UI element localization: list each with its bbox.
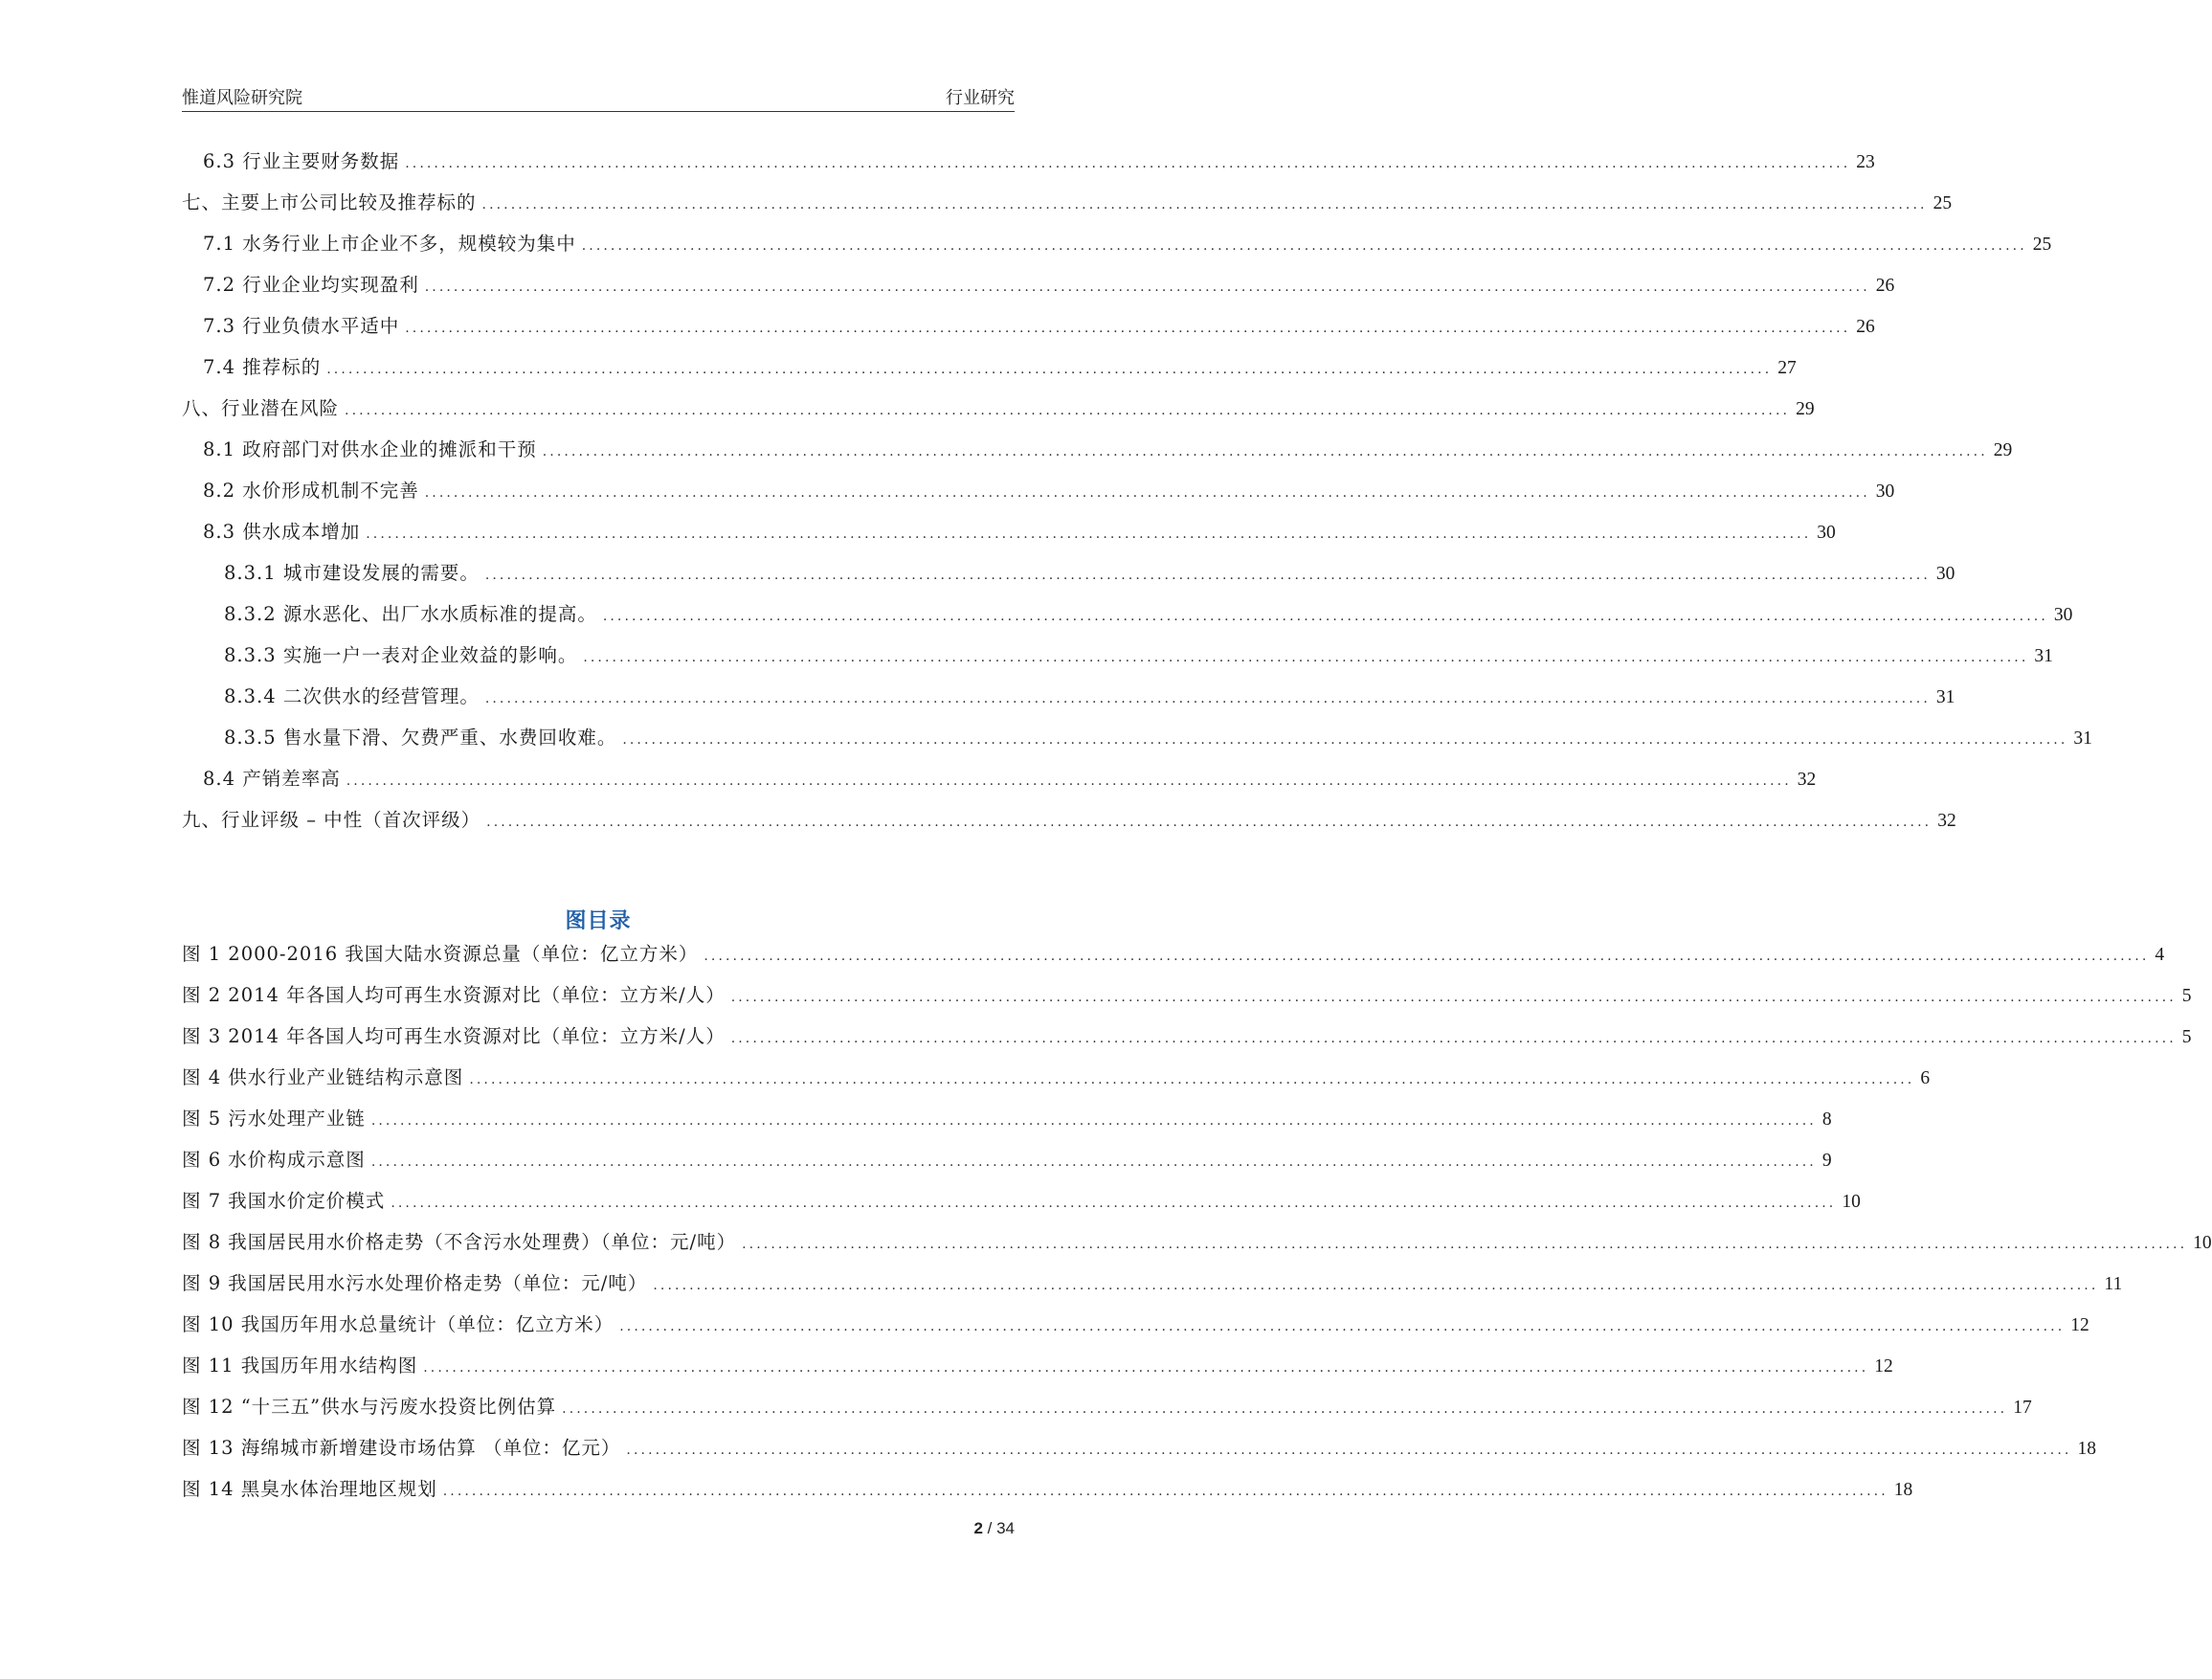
toc-entry[interactable]: [182, 805, 1956, 846]
toc-entry-page: 32: [1797, 770, 1817, 790]
dot-leader: ........................................................................................................................................................................................................: [542, 444, 1988, 459]
toc-entry[interactable]: [182, 435, 2013, 476]
toc-entry-page: 26: [1875, 276, 1895, 296]
toc-entry-page: 30: [2053, 605, 2073, 625]
dot-leader: ........................................................................................................................................................................................................: [424, 280, 1870, 295]
dot-leader: ........................................................................................................................................................................................................: [442, 1484, 1888, 1499]
dot-leader: ........................................................................................................................................................................................................: [484, 691, 1931, 706]
toc-entry-title: 8.3.2 源水恶化、出厂水水质标准的提高。: [224, 603, 597, 625]
figure-entry-title: 图 8 我国居民用水价格走势（不含污水处理费）（单位：元/吨）: [182, 1231, 737, 1253]
figure-entry-title: 图 1 2000-2016 我国大陆水资源总量（单位：亿立方米）: [182, 943, 699, 965]
figure-entry-page: 11: [2104, 1274, 2123, 1294]
dot-leader: ........................................................................................................................................................................................................: [730, 1031, 2177, 1046]
figure-entry-page: 12: [2070, 1315, 2089, 1335]
toc-entry[interactable]: [182, 146, 1875, 188]
toc-entry[interactable]: [182, 352, 1797, 393]
dot-leader: ........................................................................................................................................................................................................: [346, 773, 1792, 789]
figure-entry[interactable]: [182, 1145, 1832, 1186]
toc-entry-title: 8.3.4 二次供水的经营管理。: [224, 685, 480, 707]
dot-leader: ........................................................................................................................................................................................................: [423, 1360, 1869, 1376]
toc-entry-title: 7.4 推荐标的: [203, 356, 322, 378]
dot-leader: ........................................................................................................................................................................................................: [730, 990, 2177, 1005]
figure-entry[interactable]: [182, 980, 2192, 1021]
figure-entry-title: 图 10 我国历年用水总量统计（单位：亿立方米）: [182, 1313, 614, 1335]
dot-leader: ........................................................................................................................................................................................................: [562, 1401, 2008, 1417]
toc-entry-title: 6.3 行业主要财务数据: [203, 150, 400, 172]
figure-entry-page: 18: [2077, 1439, 2096, 1459]
toc-entry-title: 8.3 供水成本增加: [203, 521, 361, 543]
figure-entry[interactable]: [182, 1268, 2123, 1310]
toc-entry-page: 30: [1935, 564, 1955, 584]
toc-entry[interactable]: [182, 311, 1875, 352]
figure-entry-title: 图 5 污水处理产业链: [182, 1108, 366, 1130]
toc-entry[interactable]: [182, 229, 2052, 270]
toc-entry-page: 25: [1933, 193, 1953, 213]
page-number-current: 2: [973, 1519, 983, 1537]
toc-entry-page: 27: [1777, 358, 1797, 378]
figure-entry-page: 18: [1893, 1480, 1913, 1500]
figure-entry-page: 12: [1874, 1356, 1893, 1377]
figure-entry-title: 图 3 2014 年各国人均可再生水资源对比（单位：立方米/人）: [182, 1025, 726, 1047]
page-number-total: 34: [996, 1519, 1015, 1537]
toc-entry-title: 8.3.5 售水量下滑、欠费严重、水费回收难。: [224, 727, 617, 749]
header-org-name: 惟道风险研究院: [182, 88, 302, 108]
dot-leader: ........................................................................................................................................................................................................: [405, 156, 1851, 171]
toc-entry-title: 8.3.1 城市建设发展的需要。: [224, 562, 480, 584]
toc-entry[interactable]: [182, 723, 2092, 764]
dot-leader: ........................................................................................................................................................................................................: [469, 1072, 1915, 1087]
toc-entry[interactable]: [182, 270, 1895, 311]
toc-entry-title: 7.2 行业企业均实现盈利: [203, 274, 419, 296]
figure-entry[interactable]: [182, 1392, 2032, 1433]
figure-entry-page: 10: [2193, 1233, 2212, 1253]
toc-entry-page: 29: [1796, 399, 1815, 419]
figures-list: [182, 939, 2212, 1515]
dot-leader: ........................................................................................................................................................................................................: [366, 526, 1812, 542]
dot-leader: ........................................................................................................................................................................................................: [391, 1196, 1837, 1211]
figure-entry-title: 图 4 供水行业产业链结构示意图: [182, 1066, 464, 1088]
dot-leader: ........................................................................................................................................................................................................: [742, 1237, 2188, 1252]
figure-entry-title: 图 14 黑臭水体治理地区规划: [182, 1478, 437, 1500]
page-number: [973, 1519, 1015, 1538]
toc-entry[interactable]: [182, 558, 1955, 599]
toc-entry-title: 8.3.3 实施一户一表对企业效益的影响。: [224, 644, 578, 666]
figure-entry[interactable]: [182, 1186, 1861, 1227]
dot-leader: ........................................................................................................................................................................................................: [481, 197, 1928, 213]
header-section-name: 行业研究: [946, 88, 1015, 108]
toc-entry[interactable]: [182, 517, 1836, 558]
toc-entry-title: 九、行业评级 – 中性（首次评级）: [182, 809, 481, 831]
toc-entry-page: 31: [2034, 646, 2053, 666]
toc-entry[interactable]: [182, 682, 1955, 723]
figure-entry[interactable]: [182, 1227, 2212, 1268]
figure-entry-page: 9: [1821, 1151, 1832, 1171]
dot-leader: ........................................................................................................................................................................................................: [602, 609, 2048, 624]
dot-leader: ........................................................................................................................................................................................................: [486, 815, 1933, 830]
toc-entry-page: 32: [1937, 811, 1956, 831]
figure-entry-title: 图 11 我国历年用水结构图: [182, 1354, 418, 1377]
toc-entry[interactable]: [182, 764, 1817, 805]
toc-entry-title: 七、主要上市公司比较及推荐标的: [182, 191, 477, 213]
figure-entry-title: 图 12 “十三五”供水与污废水投资比例估算: [182, 1396, 557, 1418]
dot-leader: ........................................................................................................................................................................................................: [370, 1154, 1817, 1170]
figure-entry[interactable]: [182, 1021, 2192, 1063]
figure-entry[interactable]: [182, 1351, 1893, 1392]
toc-entry-page: 31: [2073, 728, 2092, 749]
figure-entry-page: 6: [1920, 1068, 1931, 1088]
toc-entry-title: 8.4 产销差率高: [203, 768, 341, 790]
figures-list-title: 图目录: [565, 908, 632, 933]
figure-entry[interactable]: [182, 1433, 2096, 1474]
toc-entry-page: 30: [1817, 523, 1836, 543]
toc-entry[interactable]: [182, 393, 1815, 435]
toc-entry[interactable]: [182, 476, 1895, 517]
figure-entry[interactable]: [182, 1104, 1832, 1145]
dot-leader: ........................................................................................................................................................................................................: [405, 321, 1851, 336]
figure-entry-page: 5: [2181, 986, 2192, 1006]
figure-entry-title: 图 9 我国居民用水污水处理价格走势（单位：元/吨）: [182, 1272, 648, 1294]
figure-entry[interactable]: [182, 1063, 1931, 1104]
figure-entry-title: 图 6 水价构成示意图: [182, 1149, 366, 1171]
dot-leader: ........................................................................................................................................................................................................: [326, 362, 1773, 377]
page-number-separator: /: [982, 1519, 997, 1537]
figure-entry[interactable]: [182, 1310, 2089, 1351]
figure-entry-title: 图 13 海绵城市新增建设市场估算 （单位：亿元）: [182, 1437, 621, 1459]
dot-leader: ........................................................................................................................................................................................................: [424, 485, 1870, 501]
figure-entry[interactable]: [182, 939, 2165, 980]
dot-leader: ........................................................................................................................................................................................................: [345, 403, 1791, 418]
dot-leader: ........................................................................................................................................................................................................: [622, 732, 2068, 748]
toc-entry[interactable]: [182, 640, 2053, 682]
page-header: [182, 82, 1015, 112]
figure-entry-page: 4: [2155, 945, 2165, 965]
figure-entry-page: 8: [1821, 1109, 1832, 1130]
table-of-contents: [182, 146, 2092, 846]
figure-entry-title: 图 7 我国水价定价模式: [182, 1190, 386, 1212]
dot-leader: ........................................................................................................................................................................................................: [484, 568, 1931, 583]
toc-entry-page: 30: [1875, 481, 1895, 502]
figure-entry-page: 10: [1842, 1192, 1861, 1212]
dot-leader: ........................................................................................................................................................................................................: [626, 1443, 2072, 1458]
figure-entry[interactable]: [182, 1474, 1913, 1515]
dot-leader: ........................................................................................................................................................................................................: [619, 1319, 2066, 1334]
dot-leader: ........................................................................................................................................................................................................: [370, 1113, 1817, 1129]
dot-leader: ........................................................................................................................................................................................................: [581, 238, 2027, 254]
dot-leader: ........................................................................................................................................................................................................: [583, 650, 2029, 665]
toc-entry-title: 8.2 水价形成机制不完善: [203, 480, 419, 502]
toc-entry-page: 23: [1856, 152, 1875, 172]
toc-entry[interactable]: [182, 188, 1953, 229]
toc-entry-page: 25: [2032, 235, 2052, 255]
dot-leader: ........................................................................................................................................................................................................: [653, 1278, 2099, 1293]
figure-entry-page: 5: [2181, 1027, 2192, 1047]
figure-entry-title: 图 2 2014 年各国人均可再生水资源对比（单位：立方米/人）: [182, 984, 726, 1006]
toc-entry-title: 7.1 水务行业上市企业不多，规模较为集中: [203, 233, 576, 255]
dot-leader: ........................................................................................................................................................................................................: [704, 949, 2150, 964]
toc-entry-page: 31: [1935, 687, 1955, 707]
toc-entry-page: 26: [1856, 317, 1875, 337]
toc-entry-page: 29: [1993, 440, 2013, 460]
toc-entry-title: 八、行业潜在风险: [182, 397, 340, 419]
toc-entry-title: 7.3 行业负债水平适中: [203, 315, 400, 337]
toc-entry[interactable]: [182, 599, 2073, 640]
toc-entry-title: 8.1 政府部门对供水企业的摊派和干预: [203, 438, 537, 460]
figure-entry-page: 17: [2013, 1398, 2032, 1418]
